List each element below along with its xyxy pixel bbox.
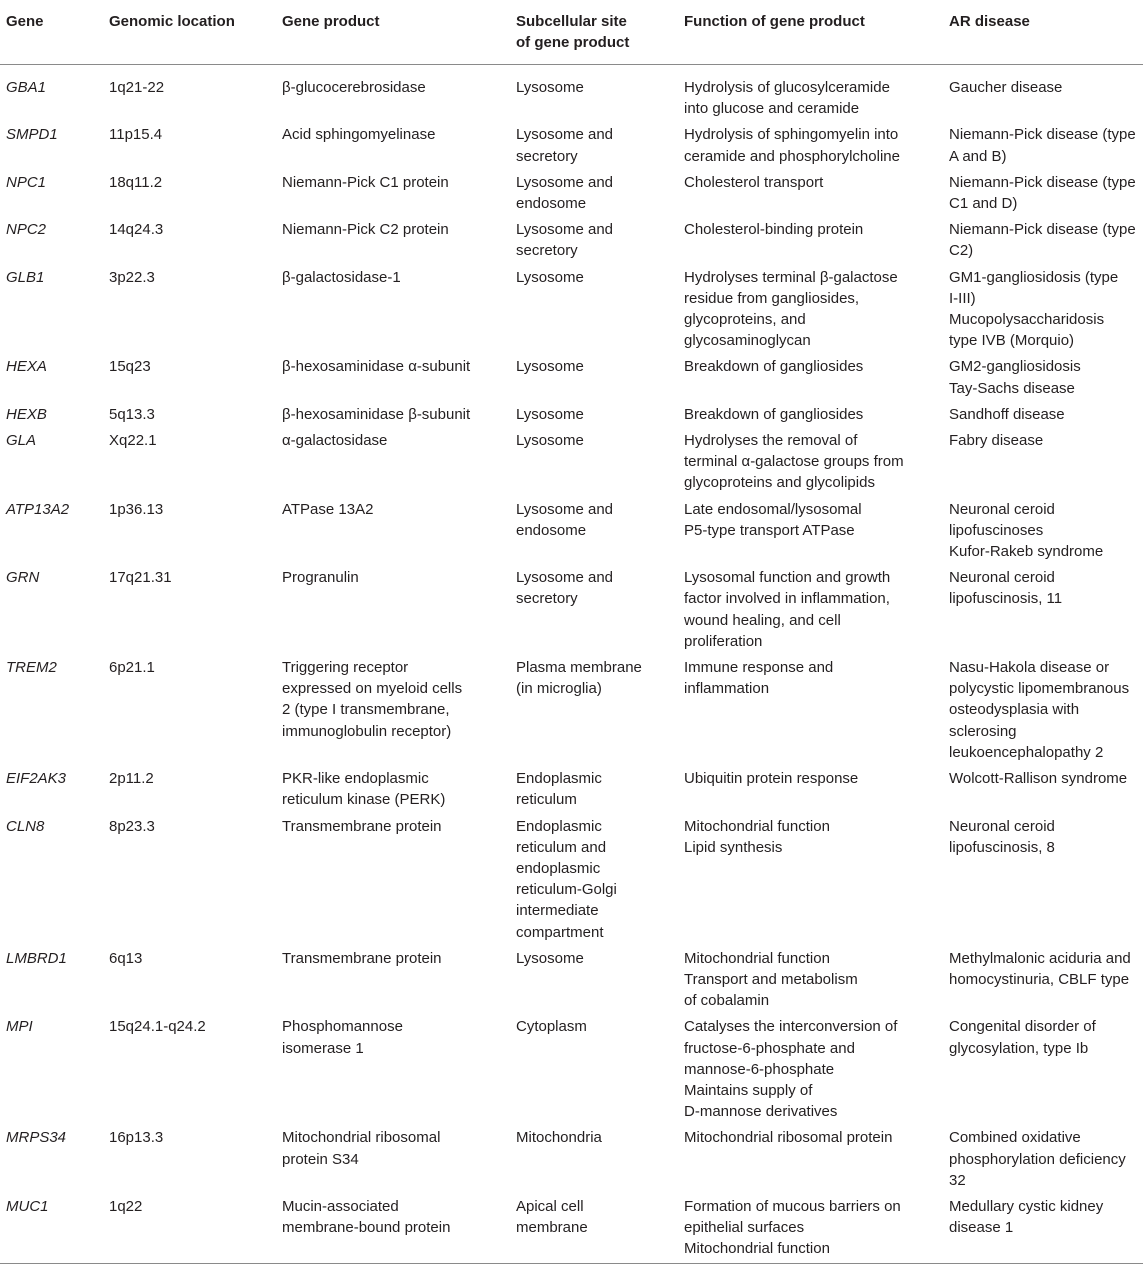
ar-disease-cell [943,564,1143,654]
gene-cell: CLN8 [6,817,45,835]
gene-product-cell-line: reticulum kinase (PERK) [282,791,446,809]
ar-disease-cell-line: Methylmalonic aciduria and [949,949,1131,967]
ar-disease-cell-line: Nasu-Hakola disease or [949,659,1110,677]
genomic-location-cell: 6q13 [109,949,143,967]
table-row [0,427,1143,496]
ar-disease-cell-line: I-III) [949,289,976,307]
function-cell-line: Mitochondrial function [684,949,830,967]
subcellular-site-cell [510,401,678,427]
gene-product-cell [276,654,510,765]
subcellular-site-cell-line: intermediate [516,902,599,920]
subcellular-site-cell-line: secretory [516,242,578,260]
function-cell-line: glycosaminoglycan [684,332,811,350]
gene-product-cell-line: Mitochondrial ribosomal [282,1129,441,1147]
function-cell-line: Immune response and [684,659,834,677]
ar-disease-cell-line: sclerosing [949,722,1017,740]
header-gene: Gene [0,0,103,65]
gene-product-cell-line: ATPase 13A2 [282,500,374,518]
function-cell-line: inflammation [684,680,770,698]
function-cell-line: ceramide and phosphorylcholine [684,147,900,165]
subcellular-site-cell-line: Lysosome [516,79,584,96]
genomic-location-cell: Xq22.1 [109,432,157,450]
table-row [0,1124,1143,1193]
ar-disease-cell-line: type IVB (Morquio) [949,332,1075,350]
genomic-location-cell: 1q21-22 [109,79,165,96]
function-cell-line: factor involved in inflammation, [684,590,890,608]
ar-disease-cell-line: phosphorylation deficiency [949,1150,1126,1168]
gene-product-cell [276,169,510,216]
gene-cell: ATP13A2 [6,500,70,518]
gene-product-cell-line: β-galactosidase-1 [282,268,401,286]
function-cell [678,264,943,354]
subcellular-site-cell-line: compartment [516,923,604,941]
subcellular-site-cell-line: (in microglia) [516,680,602,698]
ar-disease-cell [943,65,1143,122]
subcellular-site-cell [510,169,678,216]
gene-cell: GBA1 [6,79,47,96]
subcellular-site-cell [510,496,678,565]
gene-product-cell [276,945,510,1014]
genomic-location-cell: 15q23 [109,358,151,376]
gene-product-cell-line: Acid sphingomyelinase [282,126,436,144]
ar-disease-cell [943,264,1143,354]
subcellular-site-cell-line: Lysosome and [516,500,614,518]
table-row [0,65,1143,122]
ar-disease-cell-line: disease 1 [949,1219,1014,1237]
ar-disease-cell-line: Fabry disease [949,432,1044,450]
subcellular-site-cell-line: reticulum and [516,838,607,856]
table-row [0,496,1143,565]
gene-cell: HEXB [6,405,47,423]
function-cell-line: residue from gangliosides, [684,289,860,307]
genomic-location-cell: 3p22.3 [109,268,155,286]
function-cell-line: fructose-6-phosphate and [684,1039,855,1057]
gene-product-cell [276,813,510,945]
ar-disease-cell-line: Niemann-Pick disease (type [949,221,1136,239]
function-cell [678,496,943,565]
genomic-location-cell: 18q11.2 [109,173,163,191]
gene-product-cell-line: Transmembrane protein [282,949,442,967]
gene-product-cell-line: Triggering receptor [282,659,409,677]
gene-product-cell [276,65,510,122]
ar-disease-cell [943,945,1143,1014]
subcellular-site-cell-line: Endoplasmic [516,817,602,835]
ar-disease-cell-line: lipofuscinoses [949,521,1044,539]
gene-product-cell-line: β-hexosaminidase β-subunit [282,405,471,423]
ar-disease-cell-line: Neuronal ceroid [949,569,1055,587]
ar-disease-cell-line: Wolcott-Rallison syndrome [949,770,1128,788]
ar-disease-cell [943,654,1143,765]
gene-cell: LMBRD1 [6,949,67,967]
subcellular-site-cell-line: Lysosome [516,405,584,423]
gene-product-cell-line: protein S34 [282,1150,359,1168]
ar-disease-cell-line: Neuronal ceroid [949,500,1055,518]
gene-product-cell [276,1193,510,1263]
gene-product-cell-line: expressed on myeloid cells [282,680,463,698]
subcellular-site-cell [510,945,678,1014]
function-cell [678,65,943,122]
function-cell-line: into glucose and ceramide [684,100,860,118]
subcellular-site-cell-line: Lysosome [516,432,584,450]
gene-product-cell-line: Progranulin [282,569,359,587]
gene-product-cell-line: isomerase 1 [282,1039,364,1057]
genomic-location-cell: 2p11.2 [109,770,154,788]
header-subcellular-site-line: Subcellular site [516,13,627,30]
subcellular-site-cell [510,564,678,654]
gene-product-cell-line: immunoglobulin receptor) [282,722,452,740]
table-row [0,264,1143,354]
table-row [0,1013,1143,1124]
header-subcellular-site-line: of gene product [516,34,630,51]
subcellular-site-cell [510,353,678,400]
subcellular-site-cell [510,427,678,496]
function-cell-line: Hydrolyses terminal β-galactose [684,268,898,286]
gene-product-cell-line: Mucin-associated [282,1197,399,1215]
gene-product-cell [276,401,510,427]
subcellular-site-cell-line: secretory [516,590,578,608]
genomic-location-cell: 1p36.13 [109,500,164,518]
gene-product-cell-line: Phosphomannose [282,1018,403,1036]
subcellular-site-cell [510,1124,678,1193]
ar-disease-cell-line: osteodysplasia with [949,701,1080,719]
subcellular-site-cell [510,765,678,812]
table-row [0,765,1143,812]
gene-product-cell [276,1013,510,1124]
ar-disease-cell [943,353,1143,400]
function-cell-line: Hydrolyses the removal of [684,432,858,450]
table-row [0,401,1143,427]
subcellular-site-cell-line: Endoplasmic [516,770,602,788]
gene-cell: GRN [6,569,40,587]
function-cell [678,121,943,168]
ar-disease-cell [943,1124,1143,1193]
subcellular-site-cell-line: Lysosome and [516,569,614,587]
subcellular-site-cell-line: membrane [516,1219,588,1237]
gene-product-cell-line: Niemann-Pick C1 protein [282,173,449,191]
ar-disease-cell-line: GM1-gangliosidosis (type [949,268,1119,286]
function-cell [678,1124,943,1193]
gene-product-cell [276,765,510,812]
ar-disease-cell-line: lipofuscinosis, 8 [949,838,1055,856]
gene-product-cell-line: Niemann-Pick C2 protein [282,221,449,239]
ar-disease-cell-line: A and B) [949,147,1007,165]
ar-disease-cell-line: lipofuscinosis, 11 [949,590,1063,608]
function-cell-line: Mitochondrial function [684,817,830,835]
ar-disease-cell [943,216,1143,263]
function-cell-line: Formation of mucous barriers on [684,1197,901,1215]
subcellular-site-cell [510,1193,678,1263]
subcellular-site-cell-line: Lysosome and [516,221,614,239]
subcellular-site-cell-line: endosome [516,195,587,213]
table-header [0,0,1143,65]
genomic-location-cell: 17q21.31 [109,569,172,587]
gene-cell: GLB1 [6,268,45,286]
ar-disease-cell-line: glycosylation, type Ib [949,1039,1089,1057]
gene-cell: HEXA [6,358,47,376]
function-cell-line: glycoproteins, and [684,311,806,329]
header-ar-disease: AR disease [943,0,1143,65]
function-cell-line: proliferation [684,632,763,650]
genomic-location-cell: 1q22 [103,1193,276,1263]
function-cell-line: Breakdown of gangliosides [684,358,864,376]
function-cell-line: of cobalamin [684,992,770,1010]
ar-disease-cell-line: 32 [949,1171,966,1189]
function-cell [678,813,943,945]
ar-disease-cell-line: Mucopolysaccharidosis [949,311,1105,329]
table-row [0,945,1143,1014]
function-cell [678,401,943,427]
function-cell-line: Cholesterol transport [684,173,824,191]
subcellular-site-cell [510,654,678,765]
subcellular-site-cell-line: reticulum [516,791,577,809]
subcellular-site-cell-line: Cytoplasm [516,1018,587,1036]
function-cell-line: wound healing, and cell [684,611,841,629]
table-row [0,564,1143,654]
gene-product-cell-line: α-galactosidase [282,432,388,450]
ar-disease-cell-line: Tay-Sachs disease [949,379,1075,397]
ar-disease-cell-line: C2) [949,242,974,260]
ar-disease-cell-line: Kufor-Rakeb syndrome [949,543,1104,561]
genomic-location-cell: 5q13.3 [109,405,155,423]
function-cell-line: terminal α-galactose groups from [684,453,904,471]
ar-disease-cell-line: Niemann-Pick disease (type [949,173,1136,191]
ar-disease-cell-line: leukoencephalopathy 2 [949,743,1104,761]
function-cell-line: D-mannose derivatives [684,1103,838,1121]
gene-cell: MPI [6,1018,33,1036]
subcellular-site-cell-line: Mitochondria [516,1129,602,1147]
gene-product-cell [276,496,510,565]
genomic-location-cell: 15q24.1-q24.2 [109,1018,206,1036]
subcellular-site-cell-line: endoplasmic [516,859,601,877]
gene-cell: MRPS34 [6,1129,67,1147]
subcellular-site-cell-line: Apical cell [516,1197,584,1215]
gene-cell: TREM2 [6,659,57,677]
function-cell [678,169,943,216]
ar-disease-cell [943,427,1143,496]
ar-disease-cell [943,121,1143,168]
gene-cell: EIF2AK3 [6,770,67,788]
gene-product-cell [276,121,510,168]
ar-disease-cell-line: Niemann-Pick disease (type [949,126,1136,144]
gene-product-cell [276,427,510,496]
gene-product-cell-line: β-hexosaminidase α-subunit [282,358,471,376]
function-cell-line: epithelial surfaces [684,1219,805,1237]
subcellular-site-cell [510,65,678,122]
ar-disease-cell-line: Combined oxidative [949,1129,1081,1147]
subcellular-site-cell-line: reticulum-Golgi [516,881,617,899]
table-row [0,353,1143,400]
gene-cell: NPC1 [6,173,47,191]
subcellular-site-cell-line: Lysosome [516,268,584,286]
function-cell [678,216,943,263]
ar-disease-cell [943,813,1143,945]
subcellular-site-cell-line: Lysosome and [516,173,614,191]
header-row [0,0,1143,65]
ar-disease-cell-line: Neuronal ceroid [949,817,1055,835]
ar-disease-cell-line: Medullary cystic kidney [949,1197,1104,1215]
function-cell [678,353,943,400]
subcellular-site-cell [510,1013,678,1124]
function-cell [678,765,943,812]
subcellular-site-cell-line: Lysosome [516,358,584,376]
gene-cell: NPC2 [6,221,47,239]
ar-disease-cell-line: GM2-gangliosidosis [949,358,1081,376]
ar-disease-cell [943,401,1143,427]
function-cell-line: P5-type transport ATPase [684,521,855,539]
subcellular-site-cell [510,264,678,354]
ar-disease-cell [943,169,1143,216]
function-cell-line: Lipid synthesis [684,838,783,856]
subcellular-site-cell-line: Plasma membrane [516,659,642,677]
table-row [0,1193,1143,1263]
gene-product-cell-line: β-glucocerebrosidase [282,79,426,96]
ar-disease-cell [943,1193,1143,1263]
subcellular-site-cell [510,216,678,263]
genomic-location-cell: 14q24.3 [109,221,164,239]
gene-product-cell [276,564,510,654]
table-row [0,216,1143,263]
table-row [0,169,1143,216]
gene-product-cell [276,1124,510,1193]
gene-product-cell [276,353,510,400]
ar-disease-cell-line: Sandhoff disease [949,405,1065,423]
header-function: Function of gene product [678,0,943,65]
ar-disease-cell-line: polycystic lipomembranous [949,680,1130,698]
table-row [0,813,1143,945]
ar-disease-cell-line: C1 and D) [949,195,1018,213]
function-cell-line: Hydrolysis of sphingomyelin into [684,126,899,144]
gene-product-cell-line: membrane-bound protein [282,1219,451,1237]
ar-disease-cell [943,496,1143,565]
ar-disease-cell [943,765,1143,812]
table-row [0,121,1143,168]
gene-cell: GLA [6,432,37,450]
function-cell-line: mannose-6-phosphate [684,1060,835,1078]
gene-product-cell-line: PKR-like endoplasmic [282,770,429,788]
subcellular-site-cell-line: Lysosome [516,949,584,967]
gene-product-cell [276,264,510,354]
function-cell-line: Maintains supply of [684,1081,813,1099]
genomic-location-cell: 6p21.1 [109,659,155,677]
function-cell-line: Hydrolysis of glucosylceramide [684,79,890,96]
genomic-location-cell: 16p13.3 [109,1129,164,1147]
subcellular-site-cell [510,813,678,945]
header-genomic-location: Genomic location [103,0,276,65]
header-gene-product: Gene product [276,0,510,65]
ar-disease-cell-line: Congenital disorder of [949,1018,1096,1036]
function-cell-line: Breakdown of gangliosides [684,405,864,423]
function-cell-line: Catalyses the interconversion of [684,1018,898,1036]
function-cell-line: Late endosomal/lysosomal [684,500,862,518]
subcellular-site-cell-line: endosome [516,521,587,539]
function-cell-line: Lysosomal function and growth [684,569,891,587]
ar-disease-cell [943,1013,1143,1124]
subcellular-site-cell [510,121,678,168]
ar-disease-cell-line: homocystinuria, CBLF type [949,970,1130,988]
function-cell [678,1193,943,1263]
function-cell-line: Ubiquitin protein response [684,770,859,788]
genomic-location-cell: 11p15.4 [109,126,163,144]
function-cell [678,945,943,1014]
gene-product-cell-line: Transmembrane protein [282,817,442,835]
function-cell-line: Cholesterol-binding protein [684,221,864,239]
gene-cell: SMPD1 [6,126,58,144]
gene-product-cell-line: 2 (type I transmembrane, [282,701,450,719]
gene-product-cell [276,216,510,263]
function-cell-line: Transport and metabolism [684,970,858,988]
ar-disease-cell-line: Gaucher disease [949,79,1063,96]
function-cell [678,654,943,765]
table-body [0,65,1143,1264]
genomic-location-cell: 8p23.3 [109,817,155,835]
function-cell-line: Mitochondrial function [684,1240,830,1258]
function-cell [678,1013,943,1124]
header-subcellular-site [510,0,678,65]
subcellular-site-cell-line: Lysosome and [516,126,614,144]
table-row [0,654,1143,765]
function-cell-line: glycoproteins and glycolipids [684,474,875,492]
function-cell [678,427,943,496]
function-cell-line: Mitochondrial ribosomal protein [684,1129,893,1147]
gene-cell: MUC1 [0,1193,103,1263]
subcellular-site-cell-line: secretory [516,147,578,165]
function-cell [678,564,943,654]
